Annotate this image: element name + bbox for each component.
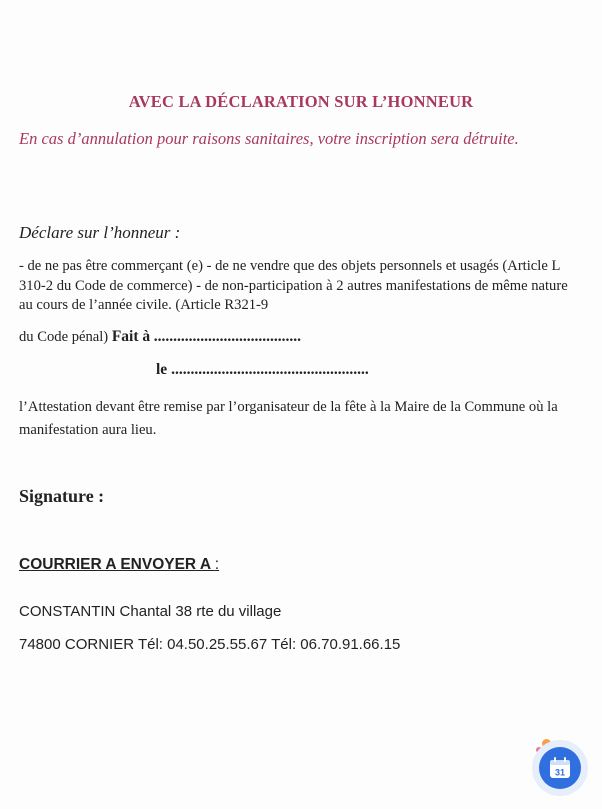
signature-label: Signature : [19,486,105,506]
fait-label: Fait à [111,328,151,345]
document-title: AVEC LA DÉCLARATION SUR L’HONNEUR [128,92,474,111]
le-label: le [156,361,168,378]
cancellation-warning: En cas d’annulation pour raisons sanitaires, votre inscription sera détruite. [19,129,519,148]
address-line-1: CONSTANTIN Chantal 38 rte du village [19,603,282,620]
courrier-heading [19,556,219,574]
declaration-heading: Déclare sur l’honneur : [19,223,181,242]
attestation-paragraph: l’Attestation devant être remise par l’organisateur de la fête à la Maire de la Commune où la manifestation aura lieu. [19,399,558,438]
calendar-fab-button[interactable] [528,735,592,799]
courrier-label: COURRIER A ENVOYER A [19,556,211,573]
calendar-icon [528,735,592,799]
declaration-paragraph: - de ne pas être commerçant (e) - de ne vendre que des objets personnels et usagés (Article L 310-2 du Code de commerce) - de non-participation à 2 autres manifestations de même nature au cours de l’année civile. (Article R321-9 [19,258,568,313]
address-line-2: 74800 CORNIER Tél: 04.50.25.55.67 Tél: 06.70.91.66.15 [19,636,401,653]
courrier-colon: : [214,556,220,573]
code-penal-text: du Code pénal) [19,329,109,345]
fait-dots: ...................................... [153,328,302,345]
calendar-day: 31 [554,767,566,778]
le-dots: ................................................... [171,361,369,378]
fait-line [19,328,301,346]
date-line [156,361,369,379]
